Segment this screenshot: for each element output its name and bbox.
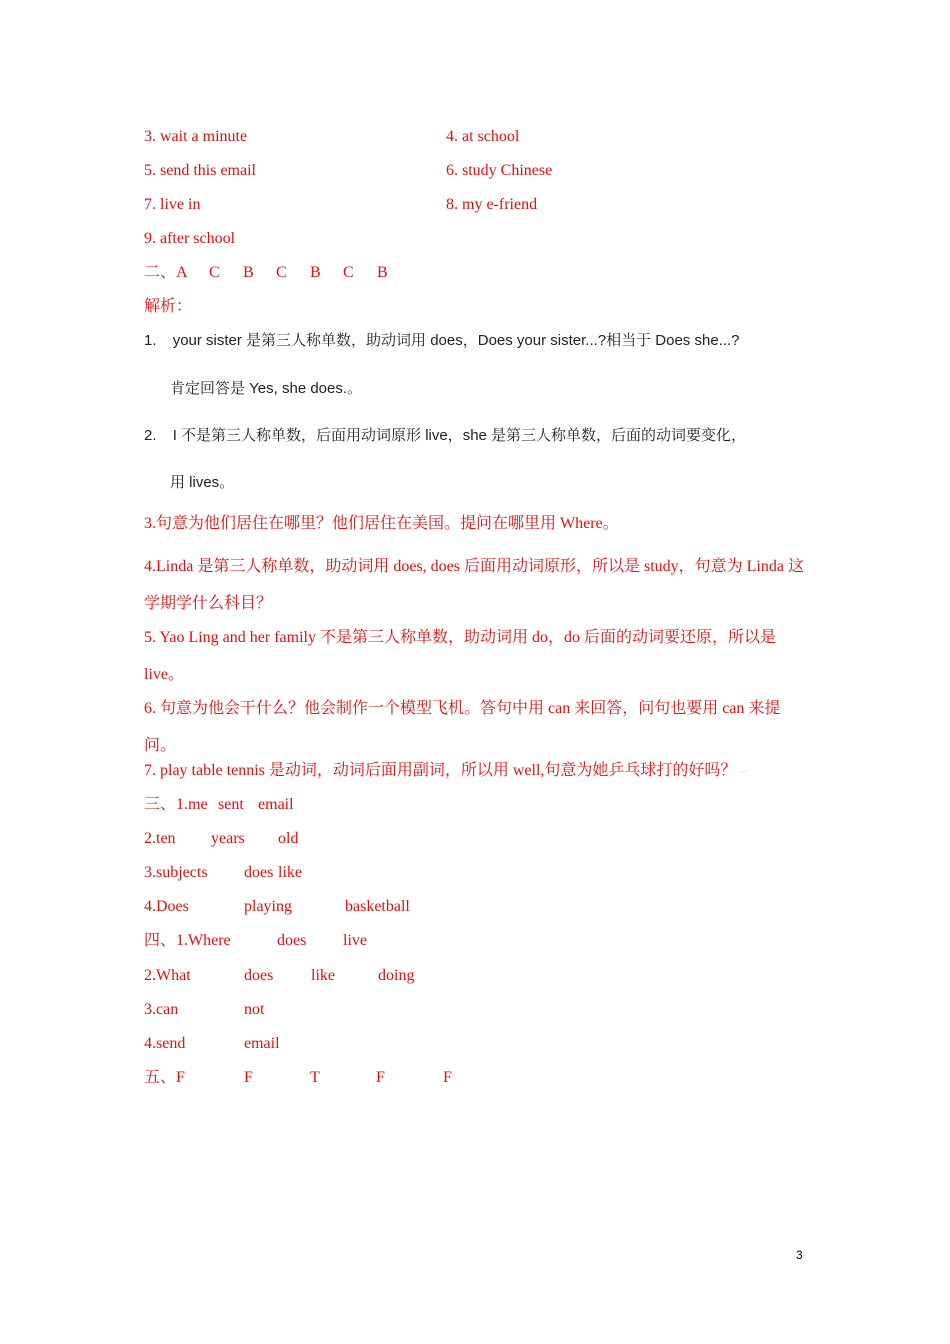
answer: F (443, 1069, 452, 1086)
answer-word: old (278, 830, 299, 847)
tiny-mark: ······ (740, 768, 749, 774)
phrase-row (144, 161, 553, 181)
answer-word: live (343, 932, 368, 949)
note-4: 4.Linda 是第三人称单数，助动词用 does, does 后面用动词原形，所以是 study，句意为 Linda 这学期学什么科目？ (144, 558, 804, 612)
phrase-left: 7. live in (144, 196, 201, 213)
section-label: 五、 (144, 1069, 177, 1086)
phrase-row (144, 229, 235, 249)
answer: C (343, 264, 354, 281)
note-3: 3.句意为他们居住在哪里？他们居住在美国。提问在哪里用 Where。 (144, 515, 619, 532)
note-text: I 不是第三人称单数，后面用动词原形 live，she 是第三人称单数，后面的动词要变化， (172, 427, 747, 444)
section-label: 二、 (144, 264, 177, 281)
answer-word: years (211, 830, 245, 847)
answer: F (176, 1069, 185, 1086)
answer-word: 1.me (176, 796, 208, 813)
answer-word: sent (218, 796, 244, 813)
answer-word: doing (378, 967, 415, 984)
answer-word: 1.Where (176, 932, 231, 949)
section-label: 四、 (144, 932, 177, 949)
note-number: 2. (144, 427, 157, 444)
answer-word: does (277, 932, 307, 949)
phrase-left: 3. wait a minute (144, 128, 248, 145)
note-7 (144, 761, 748, 781)
image-note-2-line2: 用 lives。 (170, 474, 235, 491)
section-2-answers (144, 263, 388, 283)
phrase-right: 8. my e-friend (446, 196, 538, 213)
answer-word: like (311, 967, 335, 984)
image-note-1-line1 (144, 331, 740, 351)
answer-word: 4.Does (144, 898, 189, 915)
answer-word: does (244, 864, 274, 881)
answer-word: 2.What (144, 967, 191, 984)
answer: F (244, 1069, 253, 1086)
section-3-row (144, 863, 302, 883)
answer-word: email (244, 1035, 280, 1052)
answer-word: 2.ten (144, 830, 176, 847)
section-label: 三、 (144, 796, 177, 813)
answer: C (276, 264, 287, 281)
phrase-row (144, 195, 538, 215)
answer-word: like (278, 864, 302, 881)
note-5: 5. Yao Ling and her family 不是第三人称单数，助动词用 do，do 后面的动词要还原，所以是 live。 (144, 629, 776, 683)
answer: F (376, 1069, 385, 1086)
image-note-1-line2: 肯定回答是 Yes, she does.。 (170, 380, 363, 397)
section-5-answers (144, 1068, 452, 1088)
answer: A (176, 264, 188, 281)
section-3-row (144, 795, 294, 815)
note-6: 6. 句意为他会干什么？他会制作一个模型飞机。答句中用 can 来回答，问句也要用 can 来提问。 (144, 700, 781, 754)
note-7-text: 7. play table tennis 是动词，动词后面用副词，所以用 well,句意为她乒乓球打的好吗？ (144, 762, 737, 779)
answer: T (310, 1069, 320, 1086)
answer-word: not (244, 1001, 265, 1018)
answer-word: email (258, 796, 294, 813)
answer-word: playing (244, 898, 292, 915)
note-number: 1. (144, 332, 157, 349)
answer: B (377, 264, 388, 281)
answer-word: 4.send (144, 1035, 186, 1052)
answer-word: does (244, 967, 274, 984)
analysis-title: 解析： (144, 298, 193, 315)
phrase-row (144, 127, 520, 147)
answer-word: 3.subjects (144, 864, 208, 881)
phrase-right: 4. at school (446, 128, 520, 145)
page-number: 3 (796, 1248, 803, 1262)
answer-word: 3.can (144, 1001, 179, 1018)
section-4-row (144, 1034, 280, 1054)
section-4-row (144, 931, 367, 951)
section-3-row (144, 897, 410, 917)
phrase-left: 5. send this email (144, 162, 256, 179)
answer: B (310, 264, 321, 281)
section-4-row (144, 1000, 264, 1020)
section-4-row (144, 966, 414, 986)
phrase-right: 6. study Chinese (446, 162, 553, 179)
note-text: your sister 是第三人称单数，助动词用 does，Does your sister...?相当于 Does she...? (172, 332, 740, 349)
phrase-left: 9. after school (144, 230, 236, 247)
answer-word: basketball (345, 898, 410, 915)
section-3-row (144, 829, 298, 849)
answer: B (243, 264, 254, 281)
answer: C (209, 264, 220, 281)
image-note-2-line1 (144, 426, 746, 446)
